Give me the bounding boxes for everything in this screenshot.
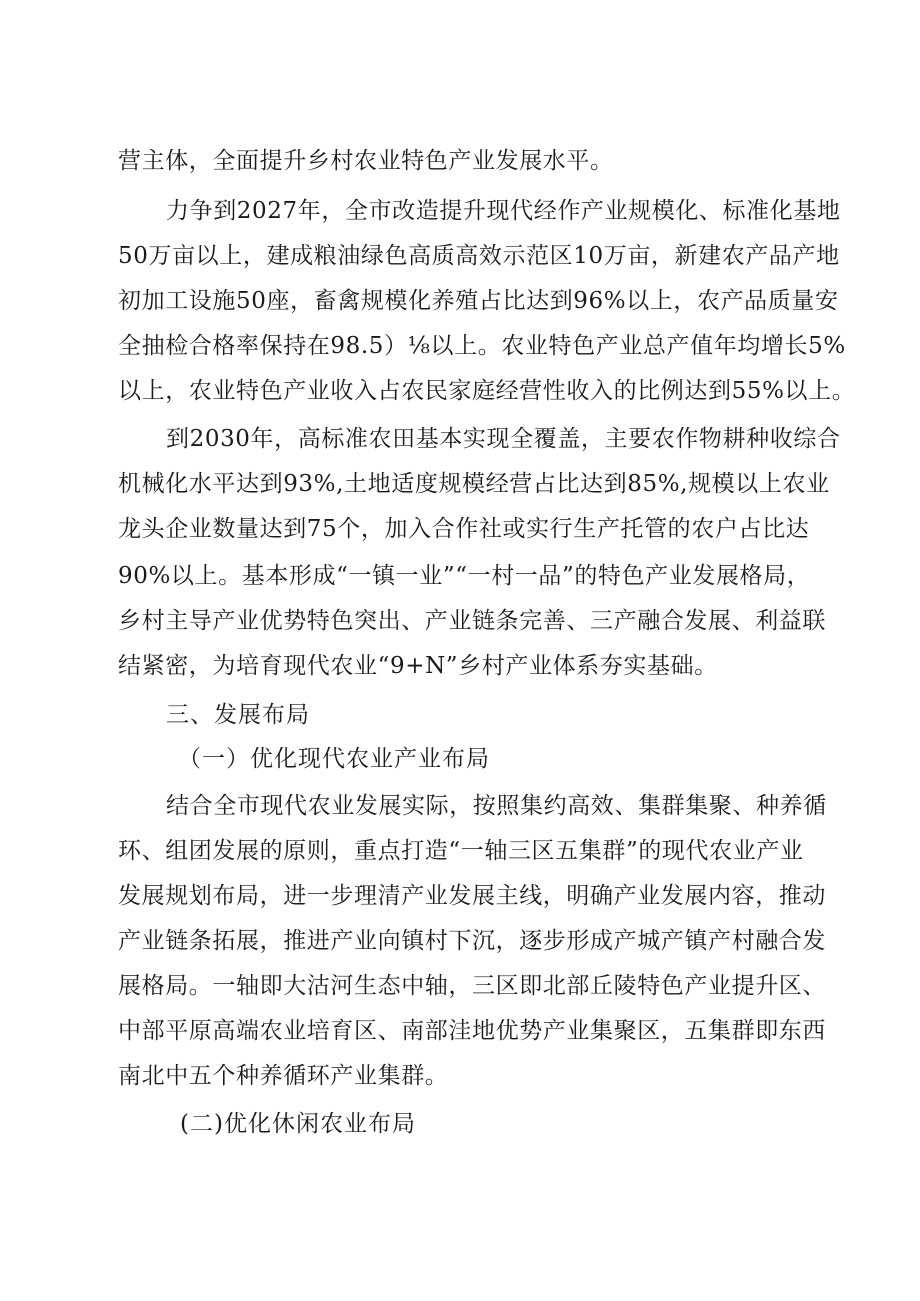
paragraph-line: 发展规划布局，进一步理清产业发展主线，明确产业发展内容，推动 (118, 883, 826, 909)
paragraph-line: 50万亩以上，建成粮油绿色高质高效示范区10万亩，新建农产品产地 (118, 243, 840, 269)
section-heading: 三、发展布局 (166, 702, 310, 728)
paragraph-line: 中部平原高端农业培育区、南部洼地优势产业集聚区，五集群即东西 (118, 1018, 826, 1044)
paragraph-line: 结合全市现代农业发展实际，按照集约高效、集群集聚、种养循 (166, 793, 827, 819)
paragraph-line: 以上，农业特色产业收入占农民家庭经营性收入的比例达到55%以上。 (118, 378, 856, 404)
paragraph-line: 龙头企业数量达到75个，加入合作社或实行生产托管的农户占比达 (118, 516, 810, 542)
paragraph-line: 南北中五个种养循环产业集群。 (118, 1063, 449, 1089)
paragraph-line: 乡村主导产业优势特色突出、产业链条完善、三产融合发展、利益联 (118, 608, 826, 634)
paragraph-line: 环、组团发展的原则，重点打造“一轴三区五集群”的现代农业产业 (118, 838, 804, 864)
subsection-heading: (二)优化休闲农业布局 (180, 1111, 416, 1137)
paragraph-line: 力争到2027年，全市改造提升现代经作产业规模化、标准化基地 (166, 198, 841, 224)
paragraph-line: 产业链条拓展，推进产业向镇村下沉，逐步形成产城产镇产村融合发 (118, 928, 826, 954)
paragraph-line: 初加工设施50座，畜禽规模化养殖占比达到96%以上，农产品质量安 (118, 288, 839, 314)
paragraph-line: 结紧密，为培育现代农业“9+N”乡村产业体系夯实基础。 (118, 653, 718, 679)
subsection-heading: （一）优化现代农业产业布局 (178, 746, 490, 772)
paragraph-line: 到2030年，高标准农田基本实现全覆盖，主要农作物耕种收综合 (166, 426, 841, 452)
paragraph-line: 营主体，全面提升乡村农业特色产业发展水平。 (118, 148, 614, 174)
paragraph-line: 90%以上。基本形成“一镇一业”“一村一品”的特色产业发展格局， (118, 563, 811, 589)
paragraph-line: 展格局。一轴即大沽河生态中轴，三区即北部丘陵特色产业提升区、 (118, 973, 826, 999)
paragraph-line: 全抽检合格率保持在98.5）⅛以上。农业特色产业总产值年均增长5% (118, 333, 846, 359)
paragraph-line: 机械化水平达到93%,土地适度规模经营占比达到85%,规模以上农业 (118, 471, 830, 497)
